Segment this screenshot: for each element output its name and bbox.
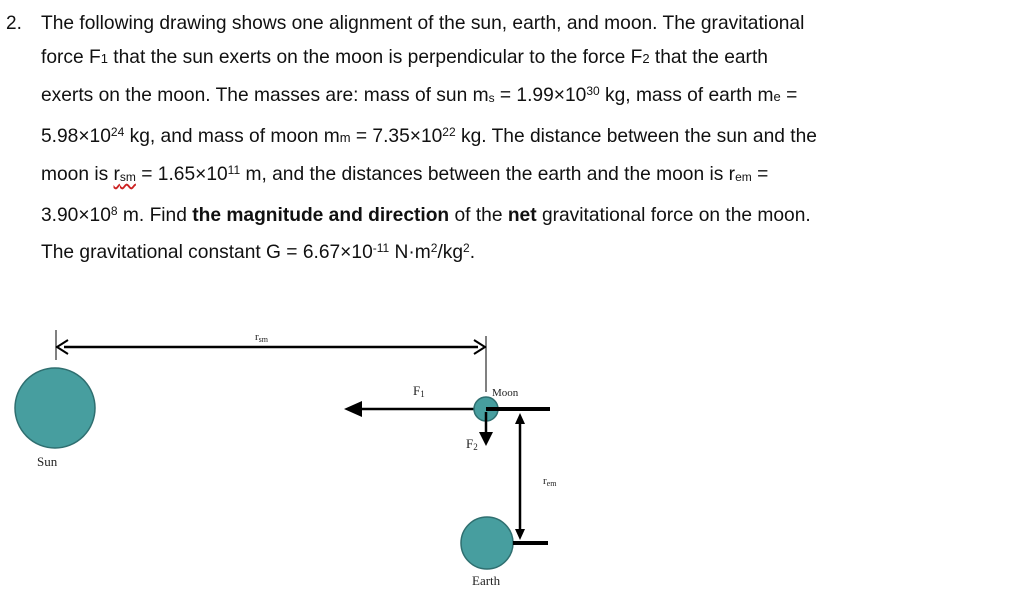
line-text: of the (449, 204, 508, 226)
rem-arrowhead-bottom (515, 529, 525, 540)
line-text: 5.98×10 (41, 125, 111, 147)
line-text: = 1.99×10 (494, 85, 587, 106)
line-text: kg. The distance between the sun and the (455, 125, 817, 147)
sun-label: Sun (37, 454, 58, 469)
line-text: m. Find (117, 204, 193, 226)
line-text: force F (41, 46, 101, 68)
exponent: 2 (430, 241, 438, 255)
subscript-2: 2 (642, 50, 650, 66)
exponent: 2 (463, 241, 470, 255)
line-text: The gravitational constant G = 6.67×10 (41, 242, 373, 263)
line-text: /kg (437, 242, 464, 263)
line-text: exerts on the moon. The masses are: mass of sun m (41, 85, 489, 106)
exponent: 11 (227, 163, 241, 177)
line-text: N·m (389, 242, 431, 263)
rem-arrowhead-top (515, 413, 525, 424)
f2-arrowhead (479, 432, 493, 446)
exponent: 8 (110, 203, 118, 218)
earth-body (461, 517, 513, 569)
bold-word: net (507, 204, 537, 226)
line-text: gravitational force on the moon. (536, 204, 811, 226)
rem-label: rem (543, 475, 557, 488)
rsm-label: rsm (255, 331, 269, 344)
subscript-1: 1 (100, 50, 108, 66)
line-text: = (780, 85, 798, 106)
bold-phrase: the magnitude and direction (192, 204, 450, 226)
problem-number: 2. (6, 13, 22, 34)
f1-label: F1 (413, 383, 425, 399)
subscript-e: e (773, 89, 781, 104)
line-text: . (469, 242, 476, 263)
line-text: moon is (41, 164, 114, 185)
line-text: 3.90×10 (41, 204, 111, 226)
exponent: 24 (110, 124, 125, 139)
r-letter: r (113, 164, 120, 185)
line-text: = 7.35×10 (350, 125, 443, 147)
line-text: that the sun exerts on the moon is perpendicular to the force F (107, 46, 643, 68)
exponent: 30 (586, 84, 600, 98)
sun-body (15, 368, 95, 448)
f2-label: F2 (466, 436, 478, 452)
line-text: = (751, 164, 769, 185)
line-text: The following drawing shows one alignment of the sun, earth, and moon. The gravitational (41, 13, 805, 34)
exponent: -11 (372, 241, 390, 255)
subscript-m: m (339, 129, 351, 145)
line-text: m, and the distances between the earth and the moon is r (240, 164, 736, 185)
subscript-em: em (735, 170, 752, 184)
line-text: = 1.65×10 (135, 164, 228, 185)
f1-arrowhead (344, 401, 362, 417)
earth-label: Earth (472, 573, 501, 588)
moon-label: Moon (492, 387, 519, 399)
subscript-sm: sm (119, 170, 136, 184)
line-text: kg, mass of earth m (599, 85, 774, 106)
exponent: 22 (442, 124, 456, 139)
subscript-s: s (488, 91, 495, 105)
line-text: that the earth (649, 46, 768, 68)
line-text: kg, and mass of moon m (124, 125, 340, 147)
